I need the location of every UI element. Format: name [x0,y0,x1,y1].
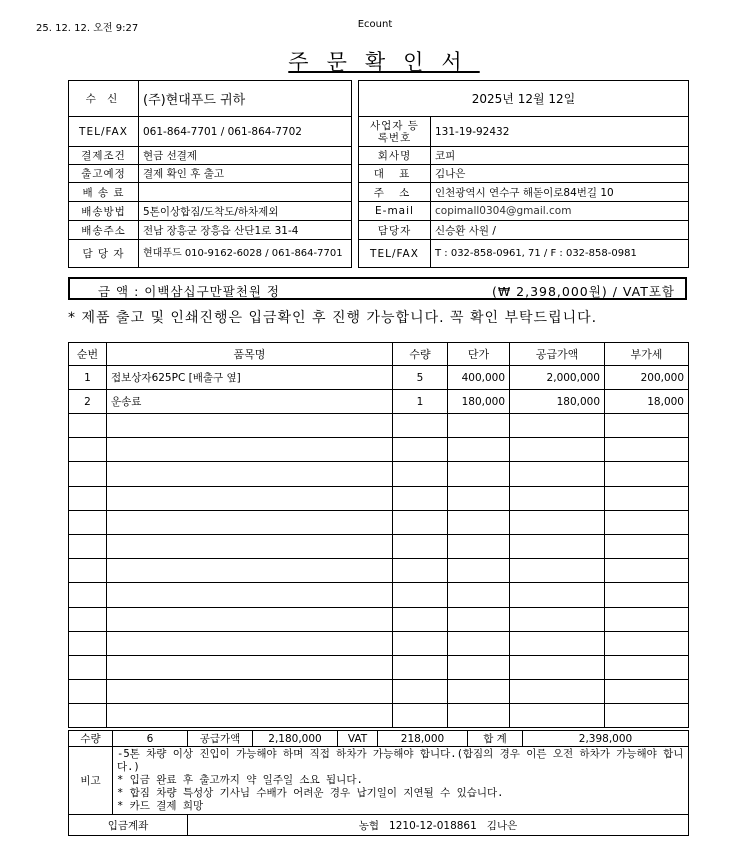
col-header-name: 품목명 [107,343,393,366]
empty-cell [393,534,448,558]
empty-cell [510,559,605,583]
total-supply-label: 공급가액 [188,731,253,747]
supplier-table [358,80,689,268]
supplier-manager-label: 담당자 [359,221,431,240]
ship-method-value: 5톤이상합짐/도착도/하차제외 [139,202,352,221]
row-vat: 200,000 [605,366,689,390]
empty-cell [448,583,510,607]
empty-cell [448,534,510,558]
empty-cell [605,462,689,486]
total-vat-label: VAT [338,731,378,747]
table-row [69,366,689,390]
empty-cell [605,510,689,534]
empty-cell [510,607,605,631]
empty-row [69,534,689,558]
empty-cell [605,631,689,655]
empty-row [69,414,689,438]
address-value: 인천광역시 연수구 해돋이로84번길 10 [431,183,689,202]
empty-cell [107,510,393,534]
empty-cell [107,559,393,583]
empty-cell [605,438,689,462]
total-qty-label: 수량 [69,731,113,747]
supplier-manager-value: 신승환 사원 / [431,221,689,240]
total-vat-value: 218,000 [378,731,468,747]
empty-cell [107,583,393,607]
empty-cell [605,680,689,704]
empty-cell [107,438,393,462]
empty-cell [510,655,605,679]
ship-plan-label: 출고예정 [69,165,139,183]
col-header-qty: 수량 [393,343,448,366]
recipient-table [68,80,352,268]
account-value: 농협 1210-12-018861 김나은 [188,815,689,836]
ship-addr-value: 전남 장흥군 장흥읍 산단1로 31-4 [139,221,352,240]
empty-cell [393,583,448,607]
empty-cell [510,704,605,728]
account-row [69,815,689,836]
remarks-row [69,747,689,815]
remarks-label: 비고 [69,747,113,815]
address-label: 주 소 [359,183,431,202]
page-title: 주문확인서 [288,50,480,74]
empty-row [69,583,689,607]
empty-cell [393,462,448,486]
empty-cell [69,680,107,704]
empty-rows [69,414,689,728]
empty-cell [510,438,605,462]
supplier-tel-value: T : 032-858-0961, 71 / F : 032-858-0981 [431,240,689,268]
account-label: 입금계좌 [69,815,188,836]
ship-fee-label: 배 송 료 [69,183,139,202]
remarks-line: * 입금 완료 후 출고까지 약 일주일 소요 됩니다. [117,774,363,786]
empty-row [69,510,689,534]
empty-cell [107,534,393,558]
manager-value: 현대푸드 010-9162-6028 / 061-864-7701 [139,240,352,268]
empty-cell [605,583,689,607]
empty-cell [510,534,605,558]
empty-cell [107,704,393,728]
total-supply-value: 2,180,000 [253,731,338,747]
empty-cell [107,462,393,486]
remarks-line: * 합짐 차량 특성상 기사님 수배가 어려운 경우 납기일이 지연될 수 있습니다. [117,787,504,799]
empty-cell [510,486,605,510]
empty-cell [448,607,510,631]
total-sum-label: 합 계 [468,731,523,747]
empty-cell [510,462,605,486]
row-supply: 2,000,000 [510,366,605,390]
empty-cell [605,414,689,438]
empty-cell [448,559,510,583]
empty-cell [510,631,605,655]
empty-cell [69,655,107,679]
email-label: E-mail [359,202,431,221]
col-header-vat: 부가세 [605,343,689,366]
row-supply: 180,000 [510,390,605,414]
tel-value: 061-864-7701 / 061-864-7702 [139,117,352,147]
ship-plan-value: 결제 확인 후 출고 [139,165,352,183]
row-name: 접보상자625PC [배출구 옆] [107,366,393,390]
empty-cell [69,438,107,462]
remarks-content [113,747,689,815]
row-price: 400,000 [448,366,510,390]
remarks-line: -5톤 차량 이상 진입이 가능해야 하며 직접 하차가 가능해야 합니다.(합짐의 경우 이른 오전 하차가 가능해야 합니다.) [117,748,684,773]
notice-text: * 제품 출고 및 인쇄진행은 입금확인 후 진행 가능합니다. 꼭 확인 부탁드립니다. [68,310,598,326]
summary-table [68,730,689,836]
ship-method-label: 배송방법 [69,202,139,221]
empty-cell [605,704,689,728]
payment-value: 현금 선결제 [139,147,352,165]
totals-row [69,731,689,747]
empty-cell [69,510,107,534]
empty-row [69,704,689,728]
empty-cell [69,583,107,607]
to-value: (주)현대푸드 귀하 [139,81,352,117]
empty-row [69,438,689,462]
empty-cell [605,486,689,510]
empty-cell [393,438,448,462]
col-header-no: 순번 [69,343,107,366]
empty-cell [510,583,605,607]
app-name: Ecount [357,19,393,30]
table-row [69,390,689,414]
empty-cell [393,559,448,583]
remarks-line: * 카드 결제 희망 [117,800,204,812]
row-qty: 5 [393,366,448,390]
amount-label: 금 액 : 이백삼십구만팔천원 정 [98,284,281,299]
empty-cell [510,510,605,534]
empty-cell [605,559,689,583]
empty-cell [393,510,448,534]
empty-cell [69,559,107,583]
to-label: 수 신 [69,81,139,117]
empty-row [69,462,689,486]
empty-cell [605,607,689,631]
items-table [68,342,689,728]
biz-no-label: 사업자 등록번호 [359,117,431,147]
empty-cell [393,631,448,655]
empty-cell [393,486,448,510]
empty-cell [69,704,107,728]
empty-cell [69,534,107,558]
ship-fee-value [139,183,352,202]
empty-cell [393,704,448,728]
empty-cell [448,438,510,462]
empty-cell [107,486,393,510]
ceo-value: 김나은 [431,165,689,183]
biz-no-value: 131-19-92432 [431,117,689,147]
amount-box [68,277,687,300]
empty-cell [605,655,689,679]
empty-cell [393,607,448,631]
total-sum-value: 2,398,000 [523,731,689,747]
empty-cell [448,462,510,486]
empty-cell [510,414,605,438]
row-price: 180,000 [448,390,510,414]
empty-row [69,680,689,704]
empty-cell [69,486,107,510]
supplier-tel-label: TEL/FAX [359,240,431,268]
total-qty-value: 6 [113,731,188,747]
empty-cell [448,486,510,510]
empty-cell [107,414,393,438]
empty-cell [448,680,510,704]
empty-cell [69,462,107,486]
empty-cell [69,607,107,631]
ship-addr-label: 배송주소 [69,221,139,240]
empty-cell [448,414,510,438]
row-qty: 1 [393,390,448,414]
amount-value: (₩ 2,398,000원) / VAT포함 [491,284,675,299]
print-date: 25. 12. 12. 오전 9:27 [36,23,139,34]
empty-row [69,607,689,631]
row-name: 운송료 [107,390,393,414]
empty-cell [448,704,510,728]
row-no: 1 [69,366,107,390]
empty-cell [107,655,393,679]
empty-cell [393,680,448,704]
col-header-supply: 공급가액 [510,343,605,366]
empty-row [69,559,689,583]
empty-row [69,655,689,679]
company-label: 회사명 [359,147,431,165]
empty-cell [107,631,393,655]
row-vat: 18,000 [605,390,689,414]
empty-cell [393,655,448,679]
empty-cell [448,510,510,534]
empty-cell [393,414,448,438]
empty-cell [69,414,107,438]
row-no: 2 [69,390,107,414]
empty-cell [448,655,510,679]
email-value: copimall0304@gmail.com [431,202,689,221]
order-date: 2025년 12월 12일 [359,81,689,117]
ceo-label: 대 표 [359,165,431,183]
manager-label: 담 당 자 [69,240,139,268]
empty-cell [107,607,393,631]
tel-label: TEL/FAX [69,117,139,147]
col-header-price: 단가 [448,343,510,366]
empty-cell [510,680,605,704]
empty-row [69,631,689,655]
empty-cell [107,680,393,704]
empty-cell [69,631,107,655]
payment-label: 결제조건 [69,147,139,165]
company-value: 코피 [431,147,689,165]
items-header-row [69,343,689,366]
empty-cell [605,534,689,558]
empty-cell [448,631,510,655]
empty-row [69,486,689,510]
